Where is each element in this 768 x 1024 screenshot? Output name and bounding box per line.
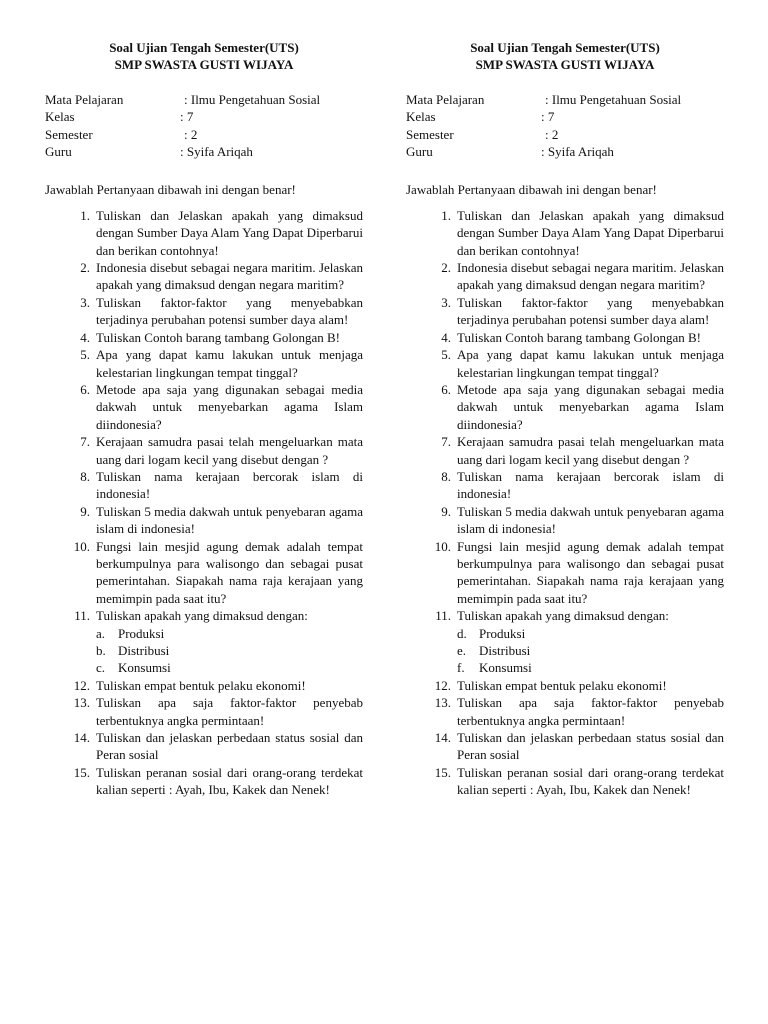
info-label-subject: Mata Pelajaran <box>406 91 485 107</box>
question-body <box>452 294 724 329</box>
question-body <box>452 346 724 381</box>
exam-title: Soal Ujian Tengah Semester(UTS) <box>470 40 660 55</box>
question-number: 14. <box>434 730 451 746</box>
exam-title: Soal Ujian Tengah Semester(UTS) <box>109 40 299 55</box>
school-name: SMP SWASTA GUSTI WIJAYA <box>114 57 294 73</box>
sub-item-letter: d. <box>457 625 467 641</box>
exam-sheet-right <box>406 39 724 799</box>
question-number: 7. <box>80 434 90 450</box>
question-item <box>45 329 363 346</box>
question-text: Indonesia disebut sebagai negara maritim. Jelaskan apakah yang dimaksud dengan negara maritim? <box>96 260 363 293</box>
info-label-class: Kelas <box>406 109 436 125</box>
question-number: 10. <box>73 538 90 554</box>
question-body <box>91 538 363 608</box>
question-body <box>452 677 724 694</box>
question-body <box>91 468 363 503</box>
question-body <box>91 677 363 694</box>
question-number: 5. <box>80 347 90 363</box>
question-body <box>452 729 724 764</box>
question-body <box>452 468 724 503</box>
question-item <box>45 694 363 729</box>
question-text: Tuliskan apakah yang dimaksud dengan: <box>96 608 308 624</box>
question-item <box>406 729 724 764</box>
question-text: Indonesia disebut sebagai negara maritim. Jelaskan apakah yang dimaksud dengan negara maritim? <box>457 260 724 293</box>
question-item <box>406 346 724 381</box>
question-item <box>45 729 363 764</box>
info-row-subject <box>45 91 363 108</box>
sub-item-text: Distribusi <box>118 643 170 658</box>
sub-item-text: Produksi <box>118 625 165 641</box>
question-body <box>452 329 724 346</box>
question-text: Tuliskan nama kerajaan bercorak islam di indonesia! <box>457 468 724 502</box>
question-list <box>45 207 363 799</box>
question-body <box>452 503 724 538</box>
question-text: Tuliskan peranan sosial dari orang-orang terdekat kalian seperti : Ayah, Ibu, Kakek dan Nenek! <box>96 764 363 798</box>
question-item <box>45 433 363 468</box>
question-number: 15. <box>73 764 90 780</box>
question-item <box>406 503 724 538</box>
info-value-semester: : 2 <box>184 126 198 142</box>
info-row-subject <box>406 91 724 108</box>
question-text: Kerajaan samudra pasai telah mengeluarkan mata uang dari logam kecil yang disebut dengan ? <box>457 434 724 467</box>
question-body <box>452 381 724 433</box>
question-body <box>452 259 724 294</box>
sub-item <box>457 659 724 676</box>
exam-sheet-left <box>45 39 363 799</box>
school-name: SMP SWASTA GUSTI WIJAYA <box>475 57 655 73</box>
question-item <box>406 433 724 468</box>
question-body <box>452 433 724 468</box>
info-label-semester: Semester <box>45 126 93 142</box>
question-item <box>45 538 363 608</box>
question-number: 9. <box>441 503 451 519</box>
question-number: 3. <box>80 294 90 310</box>
question-body <box>91 329 363 346</box>
sub-item-list <box>96 625 363 677</box>
info-label-teacher: Guru <box>406 144 433 160</box>
sub-item-list <box>457 625 724 677</box>
info-value-class: : 7 <box>180 109 194 125</box>
question-item <box>45 346 363 381</box>
question-text: Apa yang dapat kamu lakukan untuk menjaga kelestarian lingkungan tempat tinggal? <box>96 347 363 380</box>
exam-info-table <box>45 91 363 161</box>
question-number: 2. <box>441 260 451 276</box>
question-text: Tuliskan 5 media dakwah untuk penyebaran agama islam di indonesia! <box>457 503 724 537</box>
question-item <box>45 468 363 503</box>
question-text: Tuliskan 5 media dakwah untuk penyebaran agama islam di indonesia! <box>96 503 363 537</box>
question-body <box>452 764 724 799</box>
sub-item-letter: f. <box>457 660 465 676</box>
question-item <box>45 294 363 329</box>
question-number: 2. <box>80 260 90 276</box>
info-value-subject: : Ilmu Pengetahuan Sosial <box>184 91 321 107</box>
sub-item-letter: c. <box>96 660 106 676</box>
question-item <box>406 294 724 329</box>
question-number: 1. <box>441 207 451 223</box>
question-text: Tuliskan dan jelaskan perbedaan status sosial dan Peran sosial <box>457 730 724 763</box>
info-value-teacher: : Syifa Ariqah <box>180 144 253 160</box>
question-item <box>45 381 363 433</box>
info-row-semester <box>406 126 724 143</box>
sub-item-letter: b. <box>96 643 106 658</box>
question-text: Tuliskan dan jelaskan perbedaan status sosial dan Peran sosial <box>96 730 363 763</box>
info-value-subject: : Ilmu Pengetahuan Sosial <box>545 91 682 107</box>
question-text: Tuliskan nama kerajaan bercorak islam di indonesia! <box>96 468 363 502</box>
exam-info-table <box>406 91 724 161</box>
question-number: 8. <box>80 468 90 484</box>
sub-item <box>457 642 724 659</box>
sub-item <box>96 625 363 642</box>
question-item <box>45 677 363 694</box>
question-number: 1. <box>80 207 90 223</box>
info-value-class: : 7 <box>541 109 555 125</box>
instruction-text: Jawablah Pertanyaan dibawah ini dengan benar! <box>406 182 657 198</box>
question-number: 6. <box>80 381 90 397</box>
question-text: Tuliskan apa saja faktor-faktor penyebab terbentuknya angka permintaan! <box>96 695 363 728</box>
question-body <box>91 503 363 538</box>
info-label-teacher: Guru <box>45 144 72 160</box>
info-row-class <box>45 108 363 125</box>
question-number: 4. <box>441 329 451 345</box>
question-item <box>406 207 724 259</box>
exam-header <box>45 39 363 74</box>
question-text: Tuliskan apa saja faktor-faktor penyebab terbentuknya angka permintaan! <box>457 695 724 728</box>
info-label-class: Kelas <box>45 109 75 125</box>
question-body <box>91 294 363 329</box>
instruction-text: Jawablah Pertanyaan dibawah ini dengan benar! <box>45 182 296 198</box>
question-body <box>91 207 363 259</box>
question-item <box>406 259 724 294</box>
question-number: 5. <box>441 347 451 363</box>
info-value-semester: : 2 <box>545 126 559 142</box>
question-number: 4. <box>80 329 90 345</box>
question-item <box>45 764 363 799</box>
question-item <box>406 607 724 677</box>
question-text: Tuliskan apakah yang dimaksud dengan: <box>457 608 669 624</box>
question-number: 7. <box>441 434 451 450</box>
question-text: Tuliskan faktor-faktor yang menyebabkan terjadinya perubahan potensi sumber daya alam! <box>457 294 724 328</box>
info-row-teacher <box>45 143 363 160</box>
question-number: 8. <box>441 468 451 484</box>
question-item <box>45 503 363 538</box>
question-text: Tuliskan Contoh barang tambang Golongan B! <box>457 329 701 345</box>
exam-header <box>406 39 724 74</box>
info-value-teacher: : Syifa Ariqah <box>541 144 614 160</box>
question-item <box>406 764 724 799</box>
question-item <box>406 538 724 608</box>
question-item <box>406 677 724 694</box>
question-number: 12. <box>73 677 90 693</box>
question-number: 11. <box>74 608 90 624</box>
question-number: 10. <box>434 538 451 554</box>
question-text: Metode apa saja yang digunakan sebagai media dakwah untuk menyebarkan agama Islam diindonesia? <box>457 381 724 432</box>
question-body <box>91 259 363 294</box>
question-body <box>91 346 363 381</box>
info-row-class <box>406 108 724 125</box>
question-text: Kerajaan samudra pasai telah mengeluarkan mata uang dari logam kecil yang disebut dengan ? <box>96 434 363 467</box>
info-row-teacher <box>406 143 724 160</box>
question-item <box>406 468 724 503</box>
question-item <box>406 381 724 433</box>
sub-item-text: Konsumsi <box>479 660 532 676</box>
question-body <box>91 764 363 799</box>
question-text: Tuliskan Contoh barang tambang Golongan B! <box>96 329 340 345</box>
question-number: 9. <box>80 503 90 519</box>
question-body <box>91 381 363 433</box>
question-text: Tuliskan peranan sosial dari orang-orang terdekat kalian seperti : Ayah, Ibu, Kakek dan Nenek! <box>457 764 724 798</box>
question-body <box>452 607 724 677</box>
question-number: 13. <box>73 695 90 711</box>
question-number: 14. <box>73 730 90 746</box>
sub-item-text: Produksi <box>479 625 526 641</box>
question-text: Tuliskan empat bentuk pelaku ekonomi! <box>96 677 306 693</box>
question-number: 15. <box>434 764 451 780</box>
question-text: Fungsi lain mesjid agung demak adalah tempat berkumpulnya para walisongo dan sebagai pusat pemerintahan. Siapakah nama raja kerajaan yang memimpin pada saat itu? <box>96 538 363 606</box>
question-text: Tuliskan dan Jelaskan apakah yang dimaksud dengan Sumber Daya Alam Yang Dapat Diperbarui dan berikan contohnya! <box>457 207 724 258</box>
question-number: 12. <box>434 677 451 693</box>
question-text: Tuliskan dan Jelaskan apakah yang dimaksud dengan Sumber Daya Alam Yang Dapat Diperbarui dan berikan contohnya! <box>96 207 363 258</box>
question-body <box>452 694 724 729</box>
question-number: 6. <box>441 381 451 397</box>
question-body <box>91 607 363 677</box>
sub-item-text: Distribusi <box>479 643 531 658</box>
sub-item-text: Konsumsi <box>118 660 171 676</box>
sub-item <box>96 659 363 676</box>
sub-item <box>96 642 363 659</box>
info-label-subject: Mata Pelajaran <box>45 91 124 107</box>
question-text: Tuliskan empat bentuk pelaku ekonomi! <box>457 677 667 693</box>
question-number: 13. <box>434 695 451 711</box>
question-item <box>406 694 724 729</box>
question-item <box>45 607 363 677</box>
sub-item <box>457 625 724 642</box>
question-item <box>406 329 724 346</box>
question-body <box>452 538 724 608</box>
sub-item-letter: e. <box>457 643 467 658</box>
question-body <box>91 433 363 468</box>
question-text: Metode apa saja yang digunakan sebagai media dakwah untuk menyebarkan agama Islam diindonesia? <box>96 381 363 432</box>
question-number: 3. <box>441 294 451 310</box>
question-body <box>452 207 724 259</box>
question-item <box>45 259 363 294</box>
question-number: 11. <box>435 608 451 624</box>
question-text: Tuliskan faktor-faktor yang menyebabkan terjadinya perubahan potensi sumber daya alam! <box>96 294 363 328</box>
question-body <box>91 694 363 729</box>
info-row-semester <box>45 126 363 143</box>
question-text: Apa yang dapat kamu lakukan untuk menjaga kelestarian lingkungan tempat tinggal? <box>457 347 724 380</box>
question-text: Fungsi lain mesjid agung demak adalah tempat berkumpulnya para walisongo dan sebagai pusat pemerintahan. Siapakah nama raja kerajaan yang memimpin pada saat itu? <box>457 538 724 606</box>
question-list <box>406 207 724 799</box>
question-item <box>45 207 363 259</box>
sub-item-letter: a. <box>96 625 106 641</box>
question-body <box>91 729 363 764</box>
info-label-semester: Semester <box>406 126 454 142</box>
